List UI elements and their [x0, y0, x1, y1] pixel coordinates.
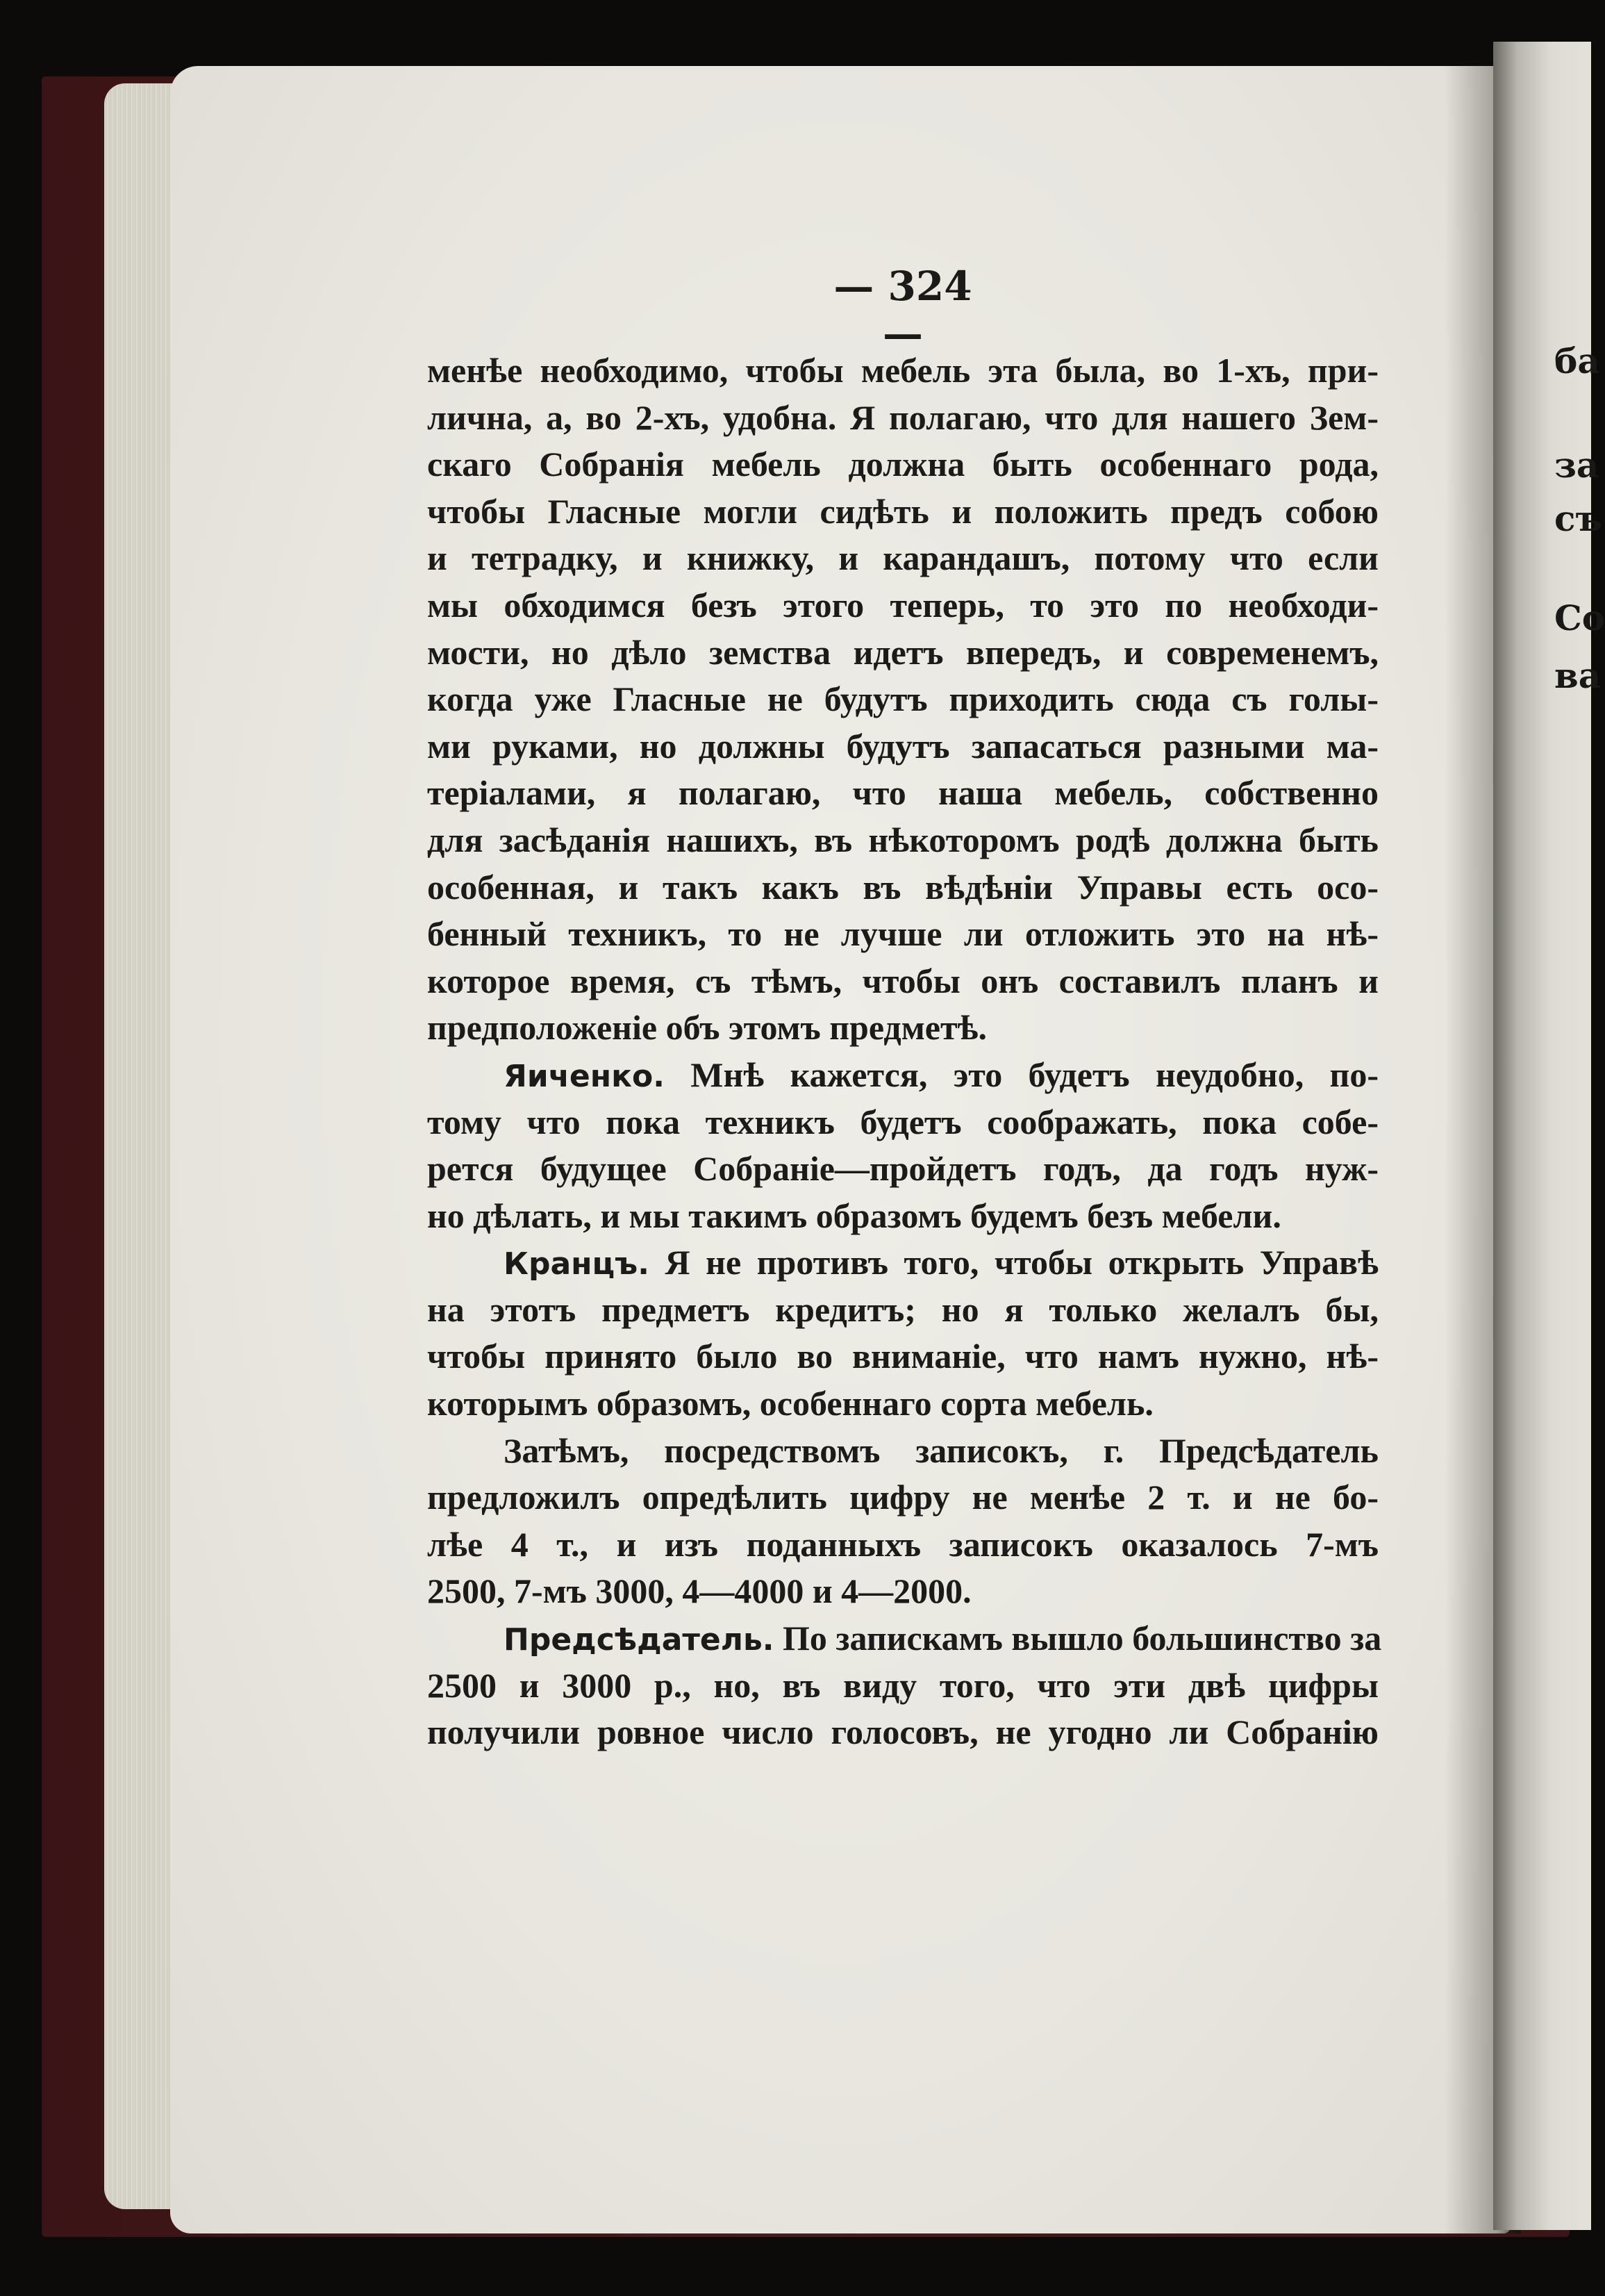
text-line: [427, 1474, 1379, 1521]
text-line: [427, 1662, 1379, 1710]
text-line: [427, 1521, 1379, 1569]
line-text: тому что пока техникъ будетъ соображать, пока собе-: [427, 1102, 1379, 1141]
line-text: на этотъ предметъ кредитъ; но я только желалъ бы,: [427, 1289, 1379, 1329]
line-text: предположеніе объ этомъ предметѣ.: [427, 1008, 988, 1048]
text-line: [427, 1099, 1379, 1146]
text-line: [427, 864, 1379, 911]
body-text: [427, 347, 1382, 1756]
line-text: рется будущее Собраніе—пройдетъ годъ, да годъ нуж-: [427, 1149, 1379, 1189]
text-line: [427, 1709, 1379, 1756]
line-text: лѣе 4 т., и изъ поданныхъ записокъ оказалось 7-мъ: [427, 1524, 1379, 1564]
line-text: Мнѣ кажется, это будетъ неудобно, по-: [664, 1055, 1379, 1094]
text-line: [427, 629, 1379, 677]
text-line: [427, 1568, 1379, 1615]
text-line: [427, 676, 1379, 723]
text-line: [427, 1146, 1379, 1193]
line-text: ми руками, но должны будутъ запасаться разными ма-: [427, 726, 1379, 766]
text-line: [427, 911, 1379, 958]
line-text: предложилъ опредѣлить цифру не менѣе 2 т. и не бо-: [427, 1478, 1379, 1517]
speaker-name: Предсѣдатель.: [504, 1622, 774, 1658]
line-text: Затѣмъ, посредствомъ записокъ, г. Предсѣдатель: [504, 1430, 1379, 1470]
line-text: особенная, и такъ какъ въ вѣдѣніи Управы есть осо-: [427, 867, 1379, 907]
text-line: [427, 1052, 1379, 1099]
text-line: [427, 723, 1379, 770]
speaker-name: Кранцъ.: [504, 1246, 649, 1282]
text-line: [427, 1615, 1382, 1662]
line-text: скаго Собранія мебель должна быть особеннаго рода,: [427, 445, 1379, 484]
text-line: [427, 347, 1379, 395]
text-line: [427, 395, 1379, 442]
line-text: которымъ образомъ, особеннаго сорта мебель.: [427, 1384, 1154, 1423]
line-text: лична, а, во 2-хъ, удобна. Я полагаю, что для нашего Зем-: [427, 397, 1379, 437]
line-text: когда уже Гласные не будутъ приходить сюда съ голы-: [427, 679, 1379, 719]
line-text: мы обходимся безъ этого теперь, то это по необходи-: [427, 585, 1379, 625]
text-line: [427, 441, 1379, 488]
text-line: [427, 770, 1379, 817]
text-line: [427, 1380, 1379, 1428]
text-line: [427, 958, 1379, 1005]
text-line: [427, 488, 1379, 536]
facing-page-fragment: ва: [1554, 655, 1602, 696]
line-text: бенный техникъ, то не лучше ли отложить это на нѣ-: [427, 914, 1379, 954]
text-line: [427, 1428, 1379, 1475]
text-line: [427, 1239, 1379, 1287]
text-line: [427, 1287, 1379, 1334]
line-text: мости, но дѣло земства идетъ впередъ, и современемъ,: [427, 632, 1379, 672]
line-text: 2500, 7-мъ 3000, 4—4000 и 4—2000.: [427, 1571, 972, 1611]
line-text: чтобы Гласные могли сидѣть и положить предъ собою: [427, 491, 1379, 531]
line-text: 2500 и 3000 р., но, въ виду того, что эти двѣ цифры: [427, 1665, 1379, 1705]
facing-page-fragment: съ: [1554, 498, 1602, 539]
facing-page-fragment: Со: [1554, 597, 1605, 638]
text-line: [427, 817, 1379, 864]
page-number: — 324 —: [833, 263, 972, 357]
line-text: теріалами, я полагаю, что наша мебель, собственно: [427, 773, 1379, 813]
line-text: получили ровное число голосовъ, не угодно ли Собранію: [427, 1712, 1379, 1752]
text-line: [427, 535, 1379, 582]
text-line: [427, 582, 1379, 629]
line-text: которое время, съ тѣмъ, чтобы онъ составилъ планъ и: [427, 961, 1379, 1000]
text-line: [427, 1193, 1379, 1240]
text-line: [427, 1005, 1379, 1052]
speaker-name: Яиченко.: [504, 1058, 665, 1094]
facing-page-fragment: за: [1554, 445, 1599, 486]
line-text: чтобы принято было во вниманіе, что намъ нужно, нѣ-: [427, 1337, 1379, 1376]
line-text: для засѣданія нашихъ, въ нѣкоторомъ родѣ должна быть: [427, 820, 1379, 859]
text-line: [427, 1333, 1379, 1380]
line-text: менѣе необходимо, чтобы мебель эта была, во 1-хъ, при-: [427, 351, 1379, 390]
line-text: и тетрадку, и книжку, и карандашъ, потому что если: [427, 538, 1379, 578]
facing-page-fragment: ба: [1554, 340, 1600, 381]
line-text: Я не противъ того, чтобы открыть Управѣ: [649, 1243, 1379, 1282]
line-text: но дѣлать, и мы такимъ образомъ будемъ безъ мебели.: [427, 1196, 1281, 1235]
line-text: По запискамъ вышло большинство за: [774, 1619, 1382, 1658]
